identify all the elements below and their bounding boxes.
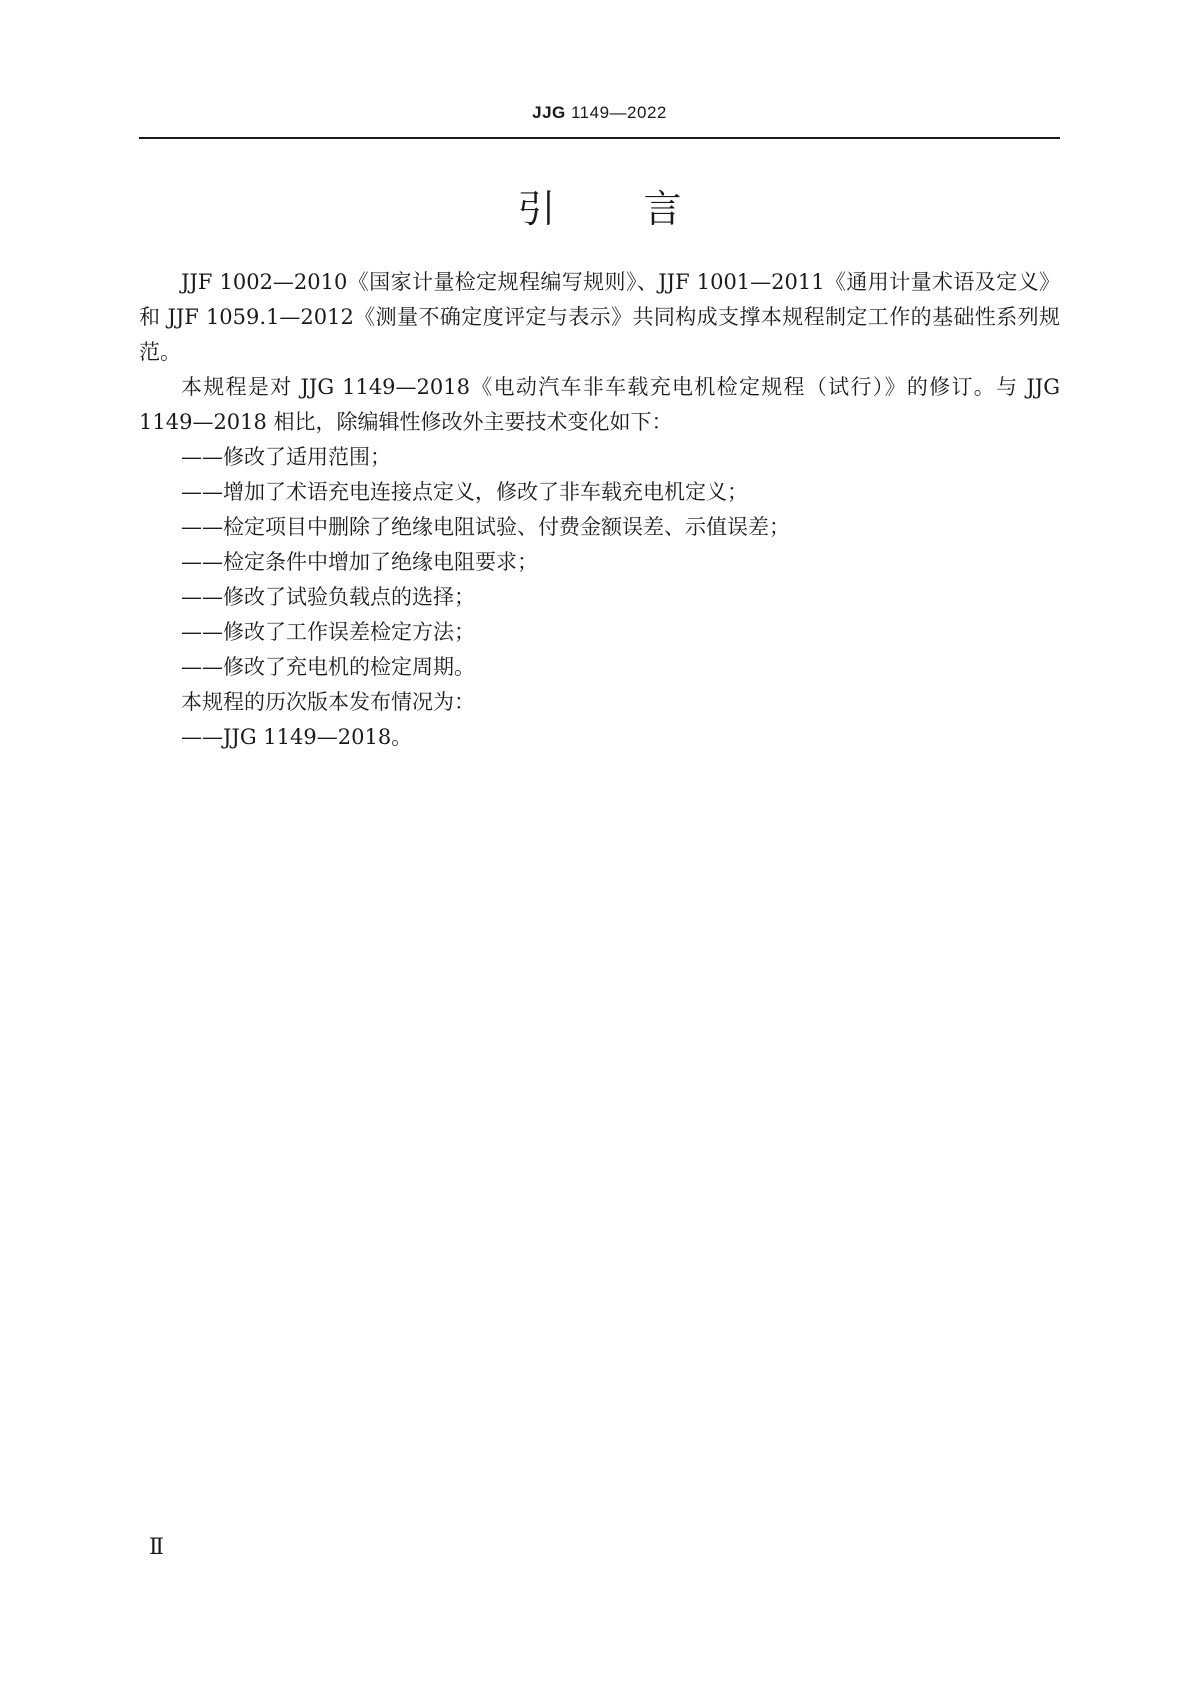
running-header [139,103,1060,123]
change-item: ——修改了工作误差检定方法； [181,620,475,644]
change-item: ——增加了术语充电连接点定义，修改了非车载充电机定义； [181,480,748,504]
revision-paragraph: 本规程是对 JJG 1149—2018《电动汽车非车载充电机检定规程（试行）》的修订。与 JJG 1149—2018 相比，除编辑性修改外主要技术变化如下： [139,375,1060,434]
change-item: ——修改了适用范围； [181,445,391,469]
document-body [139,265,1060,755]
page-number: Ⅱ [149,1535,164,1560]
intro-paragraph: JJF 1002—2010《国家计量检定规程编写规则》、JJF 1001—2011《通用计量术语及定义》和 JJF 1059.1—2012《测量不确定度评定与表示》共同构成支撑本规程制定工作的基础性系列规范。 [139,270,1060,364]
change-item: ——修改了充电机的检定周期。 [181,655,475,679]
change-item: ——修改了试验负载点的选择； [181,585,475,609]
history-item: ——JJG 1149—2018。 [181,725,413,749]
header-rule [139,137,1060,139]
header-code-prefix: JJG [532,103,566,122]
header-code-number: 1149—2022 [565,103,667,122]
history-intro: 本规程的历次版本发布情况为： [181,690,475,714]
change-item: ——检定项目中删除了绝缘电阻试验、付费金额误差、示值误差； [181,515,790,539]
page-title: 引言 [517,187,770,231]
change-item: ——检定条件中增加了绝缘电阻要求； [181,550,538,574]
